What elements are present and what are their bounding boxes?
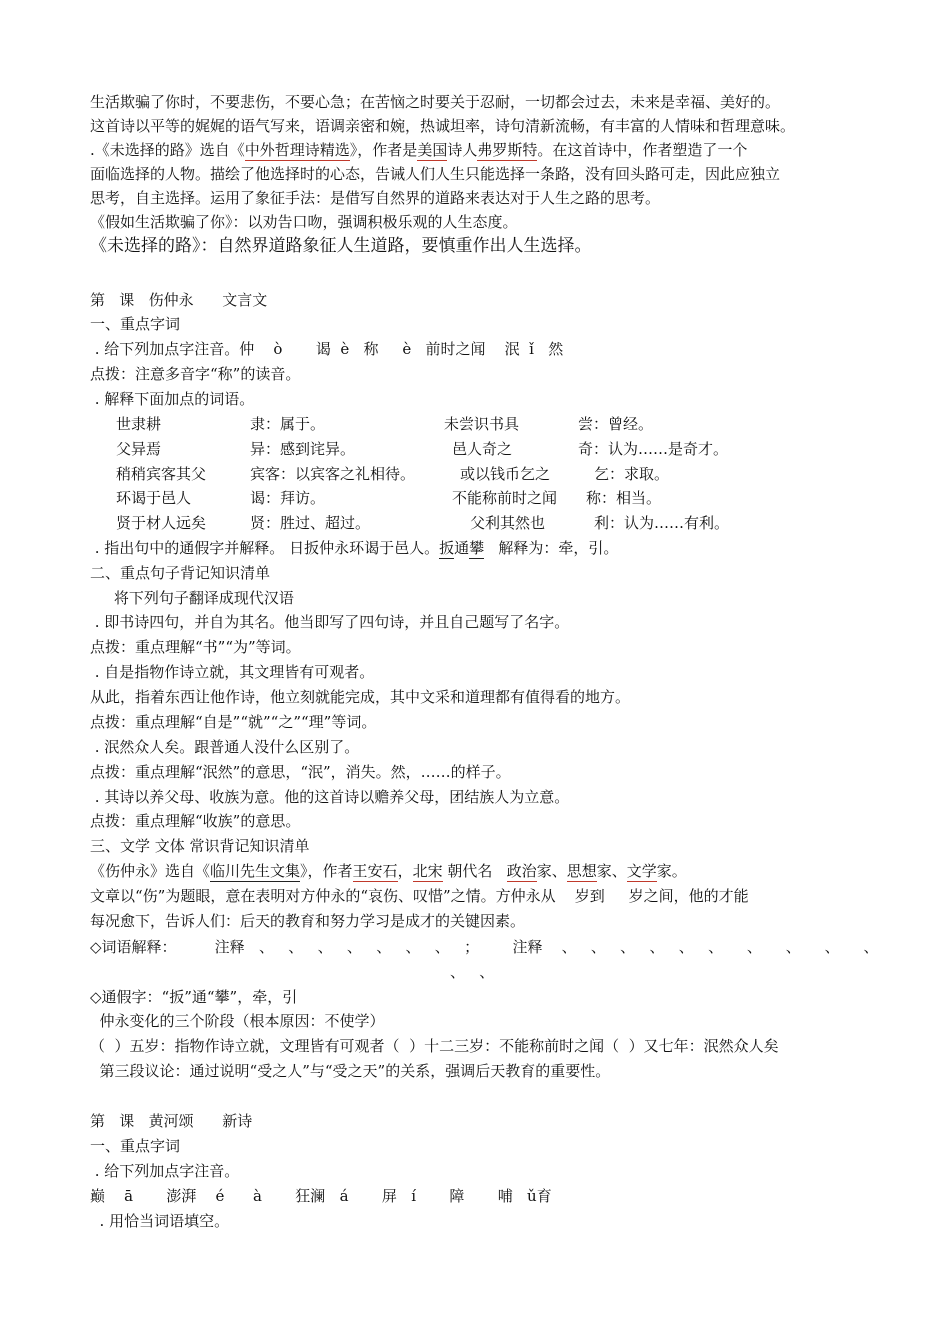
text-segment: 》，作者 xyxy=(300,862,353,880)
vocab-word: 未尝识书具 xyxy=(444,415,520,433)
vocab-word: 父利其然也 xyxy=(470,514,546,532)
lesson1-tip5: 点拨：重点理解“收族”的意思。 xyxy=(90,812,301,830)
underlined-char: 攀 xyxy=(469,539,485,557)
lesson2-q2: . 用恰当词语填空。 xyxy=(90,1212,230,1230)
underlined-role: 文学 xyxy=(626,862,657,880)
vocab-gloss: 利：认为……有利。 xyxy=(594,514,730,532)
translation-4: . 其诗以养父母、收族为意。他的这首诗以赡养父母，团结族人为立意。 xyxy=(90,788,570,806)
underlined-author: 王安石 xyxy=(352,862,398,880)
vocab-gloss: 称：相当。 xyxy=(586,489,662,507)
text-segment: 《伤仲永》选自《 xyxy=(90,862,211,880)
translation-1: . 即书诗四句，并自为其名。他当即写了四句诗，并且自己题写了名字。 xyxy=(90,613,570,631)
text-segment: 解释为：牵，引。 xyxy=(484,539,619,557)
underlined-country: 美国 xyxy=(417,141,448,159)
lesson2-title: 第 课 黄河颂 新诗 xyxy=(90,1112,253,1130)
vocab-word: 或以钱币乞之 xyxy=(460,465,551,483)
poem-note-line-2: 这首诗以平等的娓娓的语气写来，语调亲密和婉，热诚坦率，诗句清新流畅，有丰富的人情味和哲理意味。 xyxy=(90,117,796,135)
vocab-word: 环谒于邑人 xyxy=(116,489,192,507)
translation-2-answer: 从此，指着东西让他作诗，他立刻就能完成，其中文采和道理都有值得看的地方。 xyxy=(90,688,631,706)
underlined-dynasty: 北宋 xyxy=(412,862,443,880)
underlined-book-title: 临川先生文集 xyxy=(210,862,301,880)
lesson2-q1: . 给下列加点字注音。 xyxy=(90,1162,240,1180)
lesson1-tip3: 点拨：重点理解“自是”“就”“之”“理”等词。 xyxy=(90,713,377,731)
vocab-word: 世隶耕 xyxy=(116,415,162,433)
lesson1-q3 xyxy=(90,538,618,558)
paragraph-3-note: 第三段议论：通过说明“受之人”与“受之天”的关系，强调后天教育的重要性。 xyxy=(90,1062,611,1080)
lesson1-title: 第 课 伤仲永 文言文 xyxy=(90,291,268,309)
theme-line-1: 文章以“伤”为题眼，意在表明对方仲永的“哀伤、叹惜”之情。方仲永从 岁到 岁之间，他的才能 xyxy=(90,887,749,905)
vocab-word: 贤于材人远矣 xyxy=(116,514,207,532)
lesson1-tip4: 点拨：重点理解“泯然”的意思，“泯”，消失。然，……的样子。 xyxy=(90,763,511,781)
text-segment: 诗人 xyxy=(447,141,478,159)
literature-info xyxy=(90,861,687,881)
vocab-gloss: 宾客：以宾客之礼相待。 xyxy=(250,465,416,483)
lesson1-tip1: 点拨：注意多音字“称”的读音。 xyxy=(90,365,301,383)
poem-note-line-1: 生活欺骗了你时，不要悲伤，不要心急；在苦恼之时要关于忍耐，一切都会过去，未来是幸福、美好的。 xyxy=(90,93,781,111)
vocab-word: 稍稍宾客其父 xyxy=(116,465,207,483)
vocab-gloss: 乞：求取。 xyxy=(594,465,670,483)
underlined-book-title: 中外哲理诗精选 xyxy=(244,141,350,159)
text-segment: ， xyxy=(397,862,413,880)
text-segment: .《未选择的路》选自《 xyxy=(90,141,245,159)
text-segment: 家。 xyxy=(656,862,687,880)
text-segment: 》，作者是 xyxy=(349,141,418,159)
lesson1-q2: . 解释下面加点的词语。 xyxy=(90,390,255,408)
poem-note-line-7: 《未选择的路》：自然界道路象征人生道路，要慎重作出人生选择。 xyxy=(90,236,592,256)
lesson1-section-1: 一、重点字词 xyxy=(90,315,181,333)
poem-note-line-6: 《假如生活欺骗了你》：以劝告口吻，强调积极乐观的人生态度。 xyxy=(90,213,518,231)
vocab-gloss: 隶：属于。 xyxy=(250,415,326,433)
underlined-char: 扳 xyxy=(439,539,455,557)
translation-2: . 自是指物作诗立就，其文理皆有可观者。 xyxy=(90,663,375,681)
underlined-role: 思想 xyxy=(566,862,597,880)
lesson1-tip2: 点拨：重点理解“书”“为”等词。 xyxy=(90,638,301,656)
lesson1-section-2: 二、重点句子背记知识清单 xyxy=(90,564,271,582)
underlined-role: 政治 xyxy=(506,862,537,880)
word-explanation: ◇词语解释： 注释 、 、 、 、 、 、 、 ； 注释 、 、 、 、 、 、 、 、 、 、 xyxy=(90,938,879,956)
underlined-author: 弗罗斯特 xyxy=(477,141,538,159)
stages-heading: 仲永变化的三个阶段（根本原因：不使学） xyxy=(90,1012,385,1030)
tongjia-note: ◇通假字：“扳”通“攀”，牵，引 xyxy=(90,988,298,1006)
translation-3: . 泯然众人矣。跟普通人没什么区别了。 xyxy=(90,738,360,756)
word-explanation-cont: 、 、 xyxy=(450,963,495,981)
text-segment: 。在这首诗中，作者塑造了一个 xyxy=(537,141,748,159)
poem-note-line-4: 面临选择的人物。描绘了他选择时的心态，告诫人们人生只能选择一条路，没有回头路可走，因此应独立 xyxy=(90,165,781,183)
text-segment: 家、 xyxy=(536,862,567,880)
vocab-gloss: 贤：胜过、超过。 xyxy=(250,514,371,532)
vocab-word: 邑人奇之 xyxy=(452,440,513,458)
vocab-gloss: 异：感到诧异。 xyxy=(250,440,356,458)
vocab-word: 不能称前时之闻 xyxy=(452,489,558,507)
text-segment: 朝代名 xyxy=(442,862,507,880)
text-segment: 通 xyxy=(454,539,470,557)
stages-detail: （ ）五岁：指物作诗立就，文理皆有可观者（ ）十二三岁：不能称前时之闻（ ）又七年：泯然众人矣 xyxy=(90,1037,779,1055)
vocab-gloss: 奇：认为……是奇才。 xyxy=(578,440,729,458)
poem-note-line-3 xyxy=(90,140,747,160)
poem-note-line-5: 思考，自主选择。运用了象征手法：是借写自然界的道路来表达对于人生之路的思考。 xyxy=(90,189,661,207)
vocab-word: 父异焉 xyxy=(116,440,162,458)
text-segment: . 指出句中的通假字并解释。 日扳仲永环谒于邑人。 xyxy=(90,539,440,557)
lesson2-pinyin: 巅 ā 澎湃 é à 狂澜 á 屏 í 障 哺 ǔ育 xyxy=(90,1187,552,1205)
theme-line-2: 每况愈下，告诉人们：后天的教育和努力学习是成才的关键因素。 xyxy=(90,912,526,930)
lesson1-section-2-sub: 将下列句子翻译成现代汉语 xyxy=(90,589,294,607)
vocab-gloss: 尝：曾经。 xyxy=(578,415,654,433)
vocab-gloss: 谒：拜访。 xyxy=(250,489,326,507)
lesson1-q1: . 给下列加点字注音。仲 ò 谒 è 称 è 前时之闻 泯 ǐ 然 xyxy=(90,340,564,358)
lesson2-section-1: 一、重点字词 xyxy=(90,1137,181,1155)
text-segment: 家、 xyxy=(596,862,627,880)
lesson1-section-3: 三、文学 文体 常识背记知识清单 xyxy=(90,837,310,855)
